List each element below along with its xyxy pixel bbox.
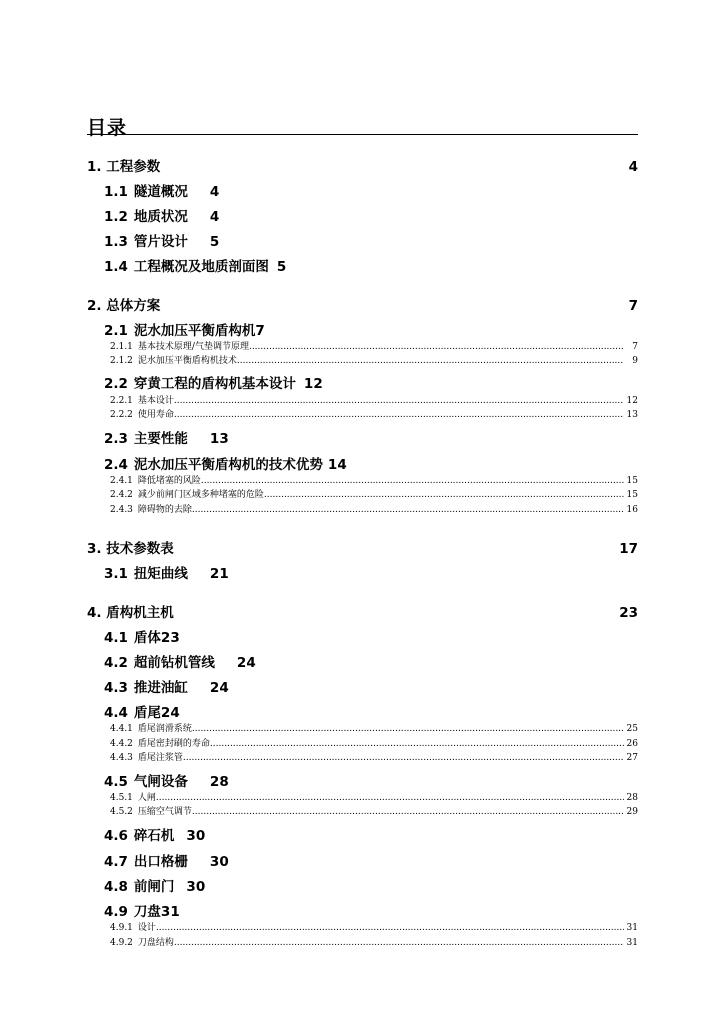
- section-title: 穿黄工程的盾构机基本设计: [133, 376, 296, 392]
- section-title: 主要性能: [133, 431, 188, 447]
- chapter-title: 盾构机主机: [106, 605, 174, 621]
- section-page: 31: [160, 904, 180, 920]
- subsection-title: 压缩空气调节: [137, 807, 192, 817]
- subsection-title: 刀盘结构: [137, 938, 174, 948]
- section-page: 30: [186, 828, 206, 844]
- section-number: 4.9: [104, 904, 128, 920]
- section-page: 4: [209, 184, 220, 200]
- section-title: 泥水加压平衡盾构机的技术优势: [133, 457, 323, 473]
- section-title: 推进油缸: [133, 680, 188, 696]
- leader-dots: [110, 738, 624, 751]
- subsection-page: 13: [626, 410, 638, 420]
- chapter-page: 17: [619, 541, 638, 557]
- subsection-title: 障碍物的去除: [137, 505, 192, 515]
- section-title: 刀盘: [133, 904, 161, 920]
- leader-dots: [110, 792, 624, 805]
- section-page: 23: [160, 630, 180, 646]
- chapter-title: 工程参数: [106, 159, 161, 175]
- section-number: 4.1: [104, 630, 128, 646]
- leader-dots: [110, 475, 624, 488]
- leader-dots: [110, 341, 624, 354]
- section-page: 5: [276, 259, 287, 275]
- subsection-page: 27: [626, 753, 638, 763]
- toc-section-4-4[interactable]: [104, 703, 180, 723]
- section-title: 地质状况: [133, 209, 188, 225]
- subsection-number: 2.1.2: [110, 356, 133, 366]
- toc-chapter-1[interactable]: [87, 157, 638, 177]
- subsection-page: 31: [626, 923, 638, 933]
- section-title: 工程概况及地质剖面图: [133, 259, 269, 275]
- chapter-title: 技术参数表: [106, 541, 174, 557]
- section-page: 5: [209, 234, 220, 250]
- leader-dots: [110, 395, 624, 408]
- leader-dots: [110, 752, 624, 765]
- section-number: 2.2: [104, 376, 128, 392]
- toc-subsection-2-1-2[interactable]: [110, 355, 638, 368]
- leader-dots: [110, 922, 624, 935]
- toc-section-4-6[interactable]: [104, 826, 205, 846]
- toc-chapter-4[interactable]: [87, 603, 638, 623]
- toc-section-1-1[interactable]: [104, 182, 219, 202]
- section-number: 4.5: [104, 774, 128, 790]
- section-number: 4.2: [104, 655, 128, 671]
- section-number: 2.4: [104, 457, 128, 473]
- section-number: 3.1: [104, 566, 128, 582]
- toc-section-2-2[interactable]: [104, 374, 323, 394]
- subsection-page: 7: [632, 342, 638, 352]
- toc-subsection-4-4-1[interactable]: [110, 723, 638, 736]
- section-number: 1.2: [104, 209, 128, 225]
- section-title: 盾尾: [133, 705, 161, 721]
- subsection-title: 盾尾润滑系统: [137, 724, 192, 734]
- toc-chapter-3[interactable]: [87, 539, 638, 559]
- subsection-title: 泥水加压平衡盾构机技术: [137, 356, 237, 366]
- toc-subsection-4-4-2[interactable]: [110, 738, 638, 751]
- page-title: 目录: [87, 117, 128, 139]
- section-title: 扭矩曲线: [133, 566, 188, 582]
- section-number: 1.1: [104, 184, 128, 200]
- section-number: 4.4: [104, 705, 128, 721]
- subsection-title: 人闸: [137, 793, 156, 803]
- section-page: 30: [186, 879, 206, 895]
- subsection-number: 4.5.2: [110, 807, 133, 817]
- section-title: 前闸门: [133, 879, 175, 895]
- subsection-page: 25: [626, 724, 638, 734]
- subsection-page: 31: [626, 938, 638, 948]
- section-page: 24: [236, 655, 256, 671]
- subsection-page: 28: [626, 793, 638, 803]
- leader-dots: [110, 806, 624, 819]
- toc-section-4-8[interactable]: [104, 877, 205, 897]
- section-page: 4: [209, 209, 220, 225]
- section-number: 4.7: [104, 854, 128, 870]
- toc-section-4-1[interactable]: [104, 628, 180, 648]
- toc-subsection-2-2-1[interactable]: [110, 395, 638, 408]
- chapter-page: 7: [628, 298, 638, 314]
- section-title: 碎石机: [133, 828, 175, 844]
- section-page: 24: [160, 705, 180, 721]
- section-title: 隧道概况: [133, 184, 188, 200]
- chapter-number: 4.: [87, 605, 102, 621]
- section-number: 4.8: [104, 879, 128, 895]
- section-page: 12: [303, 376, 323, 392]
- leader-dots: [110, 409, 624, 422]
- subsection-page: 16: [626, 505, 638, 515]
- subsection-number: 4.9.1: [110, 923, 133, 933]
- section-page: 13: [209, 431, 229, 447]
- toc-subsection-2-1-1[interactable]: [110, 341, 638, 354]
- chapter-number: 1.: [87, 159, 102, 175]
- section-title: 泥水加压平衡盾构机: [133, 323, 256, 339]
- toc-section-4-3[interactable]: [104, 678, 229, 698]
- subsection-number: 4.4.2: [110, 739, 133, 749]
- section-title: 气闸设备: [133, 774, 188, 790]
- section-title: 盾体: [133, 630, 161, 646]
- subsection-page: 12: [626, 396, 638, 406]
- section-number: 2.1: [104, 323, 128, 339]
- section-page: 21: [209, 566, 229, 582]
- toc-section-4-7[interactable]: [104, 852, 229, 872]
- subsection-number: 4.5.1: [110, 793, 133, 803]
- section-page: 24: [209, 680, 229, 696]
- section-number: 2.3: [104, 431, 128, 447]
- toc-section-1-3[interactable]: [104, 232, 219, 252]
- subsection-number: 4.4.3: [110, 753, 133, 763]
- chapter-page: 23: [619, 605, 638, 621]
- toc-section-4-5[interactable]: [104, 772, 229, 792]
- toc-section-3-1[interactable]: [104, 564, 229, 584]
- subsection-title: 盾尾密封刷的寿命: [137, 739, 210, 749]
- toc-subsection-4-9-2[interactable]: [110, 937, 638, 950]
- subsection-title: 基本技术原理/气垫调节原理: [137, 342, 249, 352]
- leader-dots: [110, 355, 624, 368]
- subsection-page: 15: [626, 490, 638, 500]
- toc-section-1-4[interactable]: [104, 257, 286, 277]
- section-title: 管片设计: [133, 234, 188, 250]
- chapter-title: 总体方案: [106, 298, 161, 314]
- subsection-number: 2.4.2: [110, 490, 133, 500]
- chapter-page: 4: [628, 159, 638, 175]
- section-title: 超前钻机管线: [133, 655, 215, 671]
- toc-subsection-2-4-3[interactable]: [110, 504, 638, 517]
- leader-dots: [110, 723, 624, 736]
- subsection-title: 使用寿命: [137, 410, 174, 420]
- subsection-title: 基本设计: [137, 396, 174, 406]
- toc-section-2-4[interactable]: [104, 455, 347, 475]
- subsection-page: 29: [626, 807, 638, 817]
- toc-section-1-2[interactable]: [104, 207, 219, 227]
- toc-section-4-9[interactable]: [104, 902, 180, 922]
- section-number: 4.6: [104, 828, 128, 844]
- subsection-number: 4.4.1: [110, 724, 133, 734]
- subsection-number: 2.4.1: [110, 476, 133, 486]
- subsection-title: 减少前闸门区域多种堵塞的危险: [137, 490, 264, 500]
- subsection-page: 15: [626, 476, 638, 486]
- toc-section-2-3[interactable]: [104, 429, 229, 449]
- toc-subsection-4-5-1[interactable]: [110, 792, 638, 805]
- toc-subsection-2-4-2[interactable]: [110, 489, 638, 502]
- subsection-number: 4.9.2: [110, 938, 133, 948]
- subsection-number: 2.2.2: [110, 410, 133, 420]
- subsection-number: 2.4.3: [110, 505, 133, 515]
- subsection-title: 降低堵塞的风险: [137, 476, 201, 486]
- toc-subsection-4-4-3[interactable]: [110, 752, 638, 765]
- toc-chapter-2[interactable]: [87, 296, 638, 316]
- section-title: 出口格栅: [133, 854, 188, 870]
- subsection-title: 盾尾注浆管: [137, 753, 183, 763]
- toc-subsection-4-5-2[interactable]: [110, 806, 638, 819]
- subsection-number: 2.2.1: [110, 396, 133, 406]
- toc-section-4-2[interactable]: [104, 653, 256, 673]
- section-number: 1.4: [104, 259, 128, 275]
- subsection-title: 设计: [137, 923, 156, 933]
- subsection-page: 26: [626, 739, 638, 749]
- section-page: 30: [209, 854, 229, 870]
- chapter-number: 2.: [87, 298, 102, 314]
- leader-dots: [110, 937, 624, 950]
- section-page: 14: [327, 457, 347, 473]
- section-page: 7: [255, 323, 265, 339]
- section-number: 4.3: [104, 680, 128, 696]
- leader-dots: [110, 489, 624, 502]
- leader-dots: [110, 504, 624, 517]
- section-number: 1.3: [104, 234, 128, 250]
- toc-subsection-2-4-1[interactable]: [110, 475, 638, 488]
- chapter-number: 3.: [87, 541, 102, 557]
- section-page: 28: [209, 774, 229, 790]
- subsection-number: 2.1.1: [110, 342, 133, 352]
- subsection-page: 9: [632, 356, 638, 366]
- toc-subsection-2-2-2[interactable]: [110, 409, 638, 422]
- toc-subsection-4-9-1[interactable]: [110, 922, 638, 935]
- toc-section-2-1[interactable]: [104, 321, 265, 341]
